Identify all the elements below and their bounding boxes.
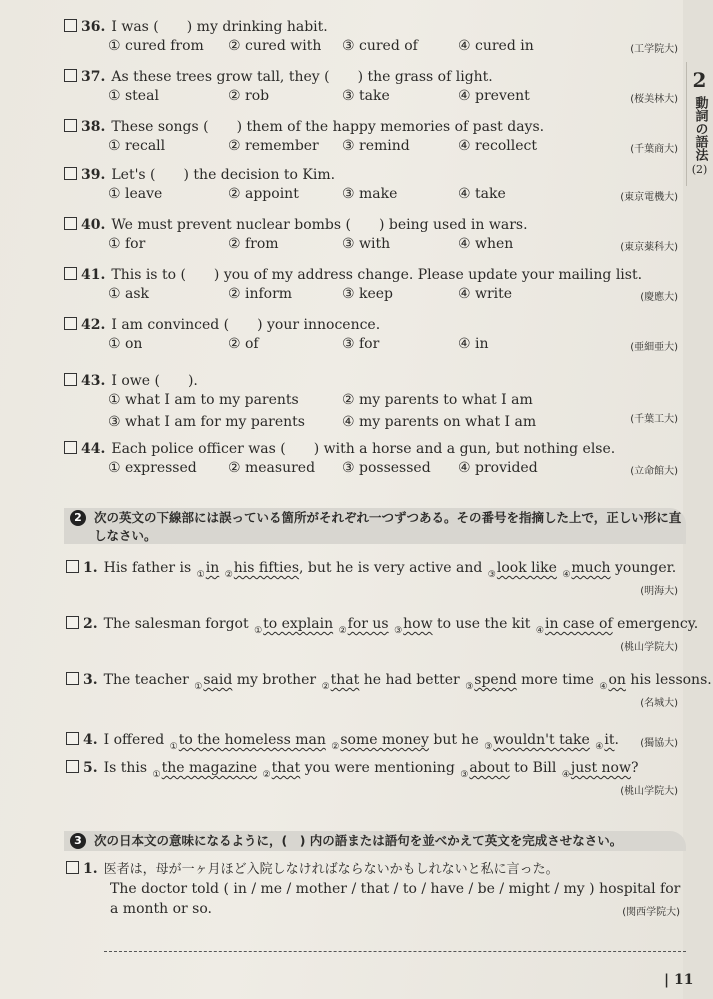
- underlined-segment[interactable]: look like: [496, 560, 557, 576]
- option-row: [108, 414, 688, 434]
- error-item: 3. The teacher ①said my brother ②that he had better ③spend more time ④on his lessons. (名城大): [66, 672, 686, 692]
- question-stem: I was ( ) my drinking habit.: [111, 19, 328, 35]
- question-item: 39. Let's ( ) the decision to Kim. ① leave ② appoint ③ make ④ take (東京電機大): [64, 164, 684, 210]
- marker: ③: [465, 682, 474, 692]
- question-43: 43. I owe ( ). ① what I am to my parents ② my parents to what I am ③ what I am for my parents ④ my parents on what I am (千葉工大): [64, 370, 684, 436]
- checkbox[interactable]: [66, 616, 79, 629]
- option: ④ write: [458, 286, 513, 302]
- question-stem: Let's ( ) the decision to Kim.: [111, 167, 336, 183]
- option: ④ take: [458, 186, 506, 202]
- source: (慶應大): [640, 292, 678, 303]
- checkbox[interactable]: [66, 672, 79, 685]
- question-item: 42. I am convinced ( ) your innocence. ① on ② of ③ for ④ in (亜細亜大): [64, 314, 684, 360]
- marker: ④: [562, 570, 571, 580]
- section-instruction: 次の英文の下線部には誤っている箇所がそれぞれ一つずつある。その番号を指摘した上で，正しい形に直しなさい。: [94, 510, 682, 543]
- underlined-segment[interactable]: just now: [570, 760, 631, 776]
- option: ① recall: [108, 138, 166, 154]
- option: ② remember: [228, 138, 319, 154]
- section-number: 3: [70, 833, 86, 849]
- sentence-text: I offered: [103, 732, 169, 748]
- option: ④ cured in: [458, 38, 534, 54]
- sentence-text: his lessons.: [625, 672, 712, 688]
- question-item: 41. This is to ( ) you of my address change. Please update your mailing list. ① ask ② inform ③ keep ④ write (慶應大): [64, 264, 684, 310]
- checkbox[interactable]: [64, 167, 77, 180]
- source: (桜美林大): [630, 94, 678, 105]
- option-row: [108, 186, 688, 206]
- sentence-text: [326, 732, 330, 748]
- option: ① ask: [108, 286, 150, 302]
- checkbox[interactable]: [64, 317, 77, 330]
- error-item: 4. I offered ①to the homeless man ②some money but he ③wouldn't take ④it. (獨協大): [66, 732, 686, 752]
- marker: ①: [194, 682, 203, 692]
- sentence-text: to use the kit: [432, 616, 535, 632]
- question-stem: I owe ( ).: [111, 373, 198, 389]
- option: ② measured: [228, 460, 316, 476]
- option: ④ when: [458, 236, 514, 252]
- sentence-text: he had better: [359, 672, 465, 688]
- underlined-segment[interactable]: in: [205, 560, 220, 576]
- marker: ①: [254, 626, 263, 636]
- underlined-segment[interactable]: much: [571, 560, 611, 576]
- error-item: 2. The salesman forgot ①to explain ②for us ③how to use the kit ④in case of emergency. (桃山学院大): [66, 616, 686, 636]
- error-item: 1. His father is ①in ②his fifties, but he is very active and ③look like ④much younger. (明海大): [66, 560, 686, 580]
- option: ③ make: [342, 186, 398, 202]
- option: ① for: [108, 236, 146, 252]
- underlined-segment[interactable]: his fifties: [233, 560, 300, 576]
- source: (千葉商大): [630, 144, 678, 155]
- underlined-segment[interactable]: that: [271, 760, 301, 776]
- source: (関西学院大): [622, 907, 680, 918]
- option: ④ my parents on what I am: [342, 414, 537, 430]
- chapter-tab: [686, 62, 712, 186]
- sentence-text: [590, 732, 594, 748]
- underlined-segment[interactable]: to explain: [263, 616, 334, 632]
- marker: ③: [484, 742, 493, 752]
- marker: ②: [338, 626, 347, 636]
- question-item: 44. Each police officer was ( ) with a horse and a gun, but nothing else. ① expressed ② measured ③ possessed ④ provided (立命館大): [64, 438, 684, 484]
- question-stem: I am convinced ( ) your innocence.: [111, 317, 381, 333]
- option: ② appoint: [228, 186, 299, 202]
- question-stem: Each police officer was ( ) with a horse and a gun, but nothing else.: [111, 441, 616, 457]
- option: ② of: [228, 336, 259, 352]
- sentence-text: but he: [428, 732, 484, 748]
- option: ① expressed: [108, 460, 197, 476]
- japanese-sentence: 医者は，母が一ヶ月ほど入院しなければならないかもしれないと私に言った。: [103, 862, 559, 877]
- option: ③ cured of: [342, 38, 418, 54]
- option-row: [108, 88, 688, 108]
- marker: ②: [331, 742, 340, 752]
- source: (東京電機大): [620, 192, 678, 203]
- question-stem: These songs ( ) them of the happy memories of past days.: [111, 119, 545, 135]
- sentence-text: [257, 760, 261, 776]
- error-item: 5. Is this ①the magazine ②that you were mentioning ③about to Bill ④just now? (桃山学院大): [66, 760, 686, 780]
- section-3-item: 1. 医者は，母が一ヶ月ほど入院しなければならないかもしれないと私に言った。 The doctor told ( in / me / mother / that / to / have / be / might / my ) hospital for a month or so. (関西学院大): [66, 858, 686, 917]
- option: ② from: [228, 236, 279, 252]
- sentence-text: emergency.: [612, 616, 699, 632]
- source: (千葉工大): [630, 414, 678, 425]
- option-row: [108, 392, 688, 412]
- source: (獨協大): [640, 738, 678, 749]
- section-2-header: [64, 508, 686, 544]
- marker: ③: [460, 770, 469, 780]
- underlined-segment[interactable]: on: [608, 672, 626, 688]
- checkbox[interactable]: [64, 69, 77, 82]
- underlined-segment[interactable]: the magazine: [161, 760, 258, 776]
- sentence-text: more time: [516, 672, 599, 688]
- answer-line[interactable]: [104, 951, 686, 952]
- sentence-text: , but he is very active and: [299, 560, 487, 576]
- option-row: [108, 236, 688, 256]
- checkbox[interactable]: [64, 441, 77, 454]
- option: ③ with: [342, 236, 391, 252]
- checkbox[interactable]: [64, 217, 77, 230]
- section-instruction: 次の日本文の意味になるように，( ) 内の語または語句を並べかえて英文を完成させなさい。: [94, 833, 623, 848]
- option: ③ remind: [342, 138, 410, 154]
- underlined-segment[interactable]: to the homeless man: [178, 732, 326, 748]
- option: ③ take: [342, 88, 390, 104]
- chapter-title: 動詞の語法: [692, 96, 708, 161]
- option: ③ possessed: [342, 460, 431, 476]
- option: ② my parents to what I am: [342, 392, 533, 408]
- sentence-text: His father is: [103, 560, 196, 576]
- option: ① cured from: [108, 38, 204, 54]
- question-stem: This is to ( ) you of my address change. Please update your mailing list.: [111, 267, 643, 283]
- option-row: [108, 336, 688, 356]
- sentence-text: [389, 616, 393, 632]
- source: (立命館大): [630, 466, 678, 477]
- option: ④ prevent: [458, 88, 530, 104]
- sentence-text: [219, 560, 223, 576]
- checkbox[interactable]: [64, 373, 77, 386]
- marker: ④: [599, 682, 608, 692]
- marker: ①: [196, 570, 205, 580]
- underlined-segment[interactable]: in case of: [544, 616, 613, 632]
- checkbox[interactable]: [64, 267, 77, 280]
- question-item: 36. I was ( ) my drinking habit. ① cured from ② cured with ③ cured of ④ cured in (工学院大): [64, 16, 684, 62]
- marker: ③: [394, 626, 403, 636]
- sentence-text: you were mentioning: [300, 760, 460, 776]
- option-row: [108, 460, 688, 480]
- marker: ①: [169, 742, 178, 752]
- source: (亜細亜大): [630, 342, 678, 353]
- underlined-segment[interactable]: how: [403, 616, 433, 632]
- checkbox[interactable]: [66, 760, 79, 773]
- sentence-text: Is this: [103, 760, 152, 776]
- english-line-1: The doctor told ( in / me / mother / that / to / have / be / might / my ) hospital for: [110, 881, 681, 897]
- checkbox[interactable]: [64, 19, 77, 32]
- option: ② inform: [228, 286, 293, 302]
- option-row: [108, 286, 688, 306]
- source: (桃山学院大): [620, 786, 678, 797]
- english-line-2: a month or so.: [110, 901, 212, 917]
- marker: ③: [487, 570, 496, 580]
- option: ② cured with: [228, 38, 322, 54]
- option: ④ provided: [458, 460, 538, 476]
- sentence-text: ?: [630, 760, 639, 776]
- question-stem: We must prevent nuclear bombs ( ) being used in wars.: [111, 217, 528, 233]
- marker: ①: [152, 770, 161, 780]
- option: ① what I am to my parents: [108, 392, 299, 408]
- marker: ④: [535, 626, 544, 636]
- question-item: 37. As these trees grow tall, they ( ) the grass of light. ① steal ② rob ③ take ④ prevent (桜美林大): [64, 66, 684, 112]
- marker: ②: [224, 570, 233, 580]
- chapter-number: 2: [692, 68, 707, 92]
- sentence-text: [557, 560, 561, 576]
- sentence-text: younger.: [610, 560, 677, 576]
- underlined-segment[interactable]: it: [604, 732, 615, 748]
- sentence-text: my brother: [232, 672, 321, 688]
- marker: ④: [595, 742, 604, 752]
- option-row: [108, 138, 688, 158]
- source: (東京薬科大): [620, 242, 678, 253]
- sentence-text: The salesman forgot: [103, 616, 254, 632]
- option: ③ what I am for my parents: [108, 414, 305, 430]
- checkbox[interactable]: [64, 119, 77, 132]
- sentence-text: [333, 616, 337, 632]
- source: (名城大): [640, 698, 678, 709]
- option-row: [108, 38, 688, 58]
- question-item: 38. These songs ( ) them of the happy memories of past days. ① recall ② remember ③ remind ④ recollect (千葉商大): [64, 116, 684, 162]
- sentence-text: The teacher: [103, 672, 194, 688]
- marker: ②: [262, 770, 271, 780]
- sentence-text: .: [614, 732, 619, 748]
- source: (工学院大): [630, 44, 678, 55]
- marker: ④: [561, 770, 570, 780]
- checkbox[interactable]: [66, 732, 79, 745]
- question-stem: As these trees grow tall, they ( ) the grass of light.: [111, 69, 493, 85]
- section-number: 2: [70, 510, 86, 526]
- option: ③ keep: [342, 286, 394, 302]
- checkbox[interactable]: [66, 861, 79, 874]
- option: ① steal: [108, 88, 159, 104]
- option: ③ for: [342, 336, 380, 352]
- question-item: 40. We must prevent nuclear bombs ( ) being used in wars. ① for ② from ③ with ④ when (東京薬科大): [64, 214, 684, 260]
- page-number: | 11: [664, 972, 694, 988]
- underlined-segment[interactable]: some money: [340, 732, 429, 748]
- option: ④ in: [458, 336, 489, 352]
- option: ② rob: [228, 88, 270, 104]
- checkbox[interactable]: [66, 560, 79, 573]
- underlined-segment[interactable]: for us: [347, 616, 389, 632]
- option: ① leave: [108, 186, 163, 202]
- underlined-segment[interactable]: about: [469, 760, 510, 776]
- marker: ②: [321, 682, 330, 692]
- source: (桃山学院大): [620, 642, 678, 653]
- underlined-segment[interactable]: that: [330, 672, 360, 688]
- underlined-segment[interactable]: spend: [474, 672, 517, 688]
- sentence-text: to Bill: [509, 760, 561, 776]
- source: (明海大): [640, 586, 678, 597]
- option: ④ recollect: [458, 138, 537, 154]
- underlined-segment[interactable]: wouldn't take: [493, 732, 590, 748]
- section-3-header: [64, 831, 686, 851]
- underlined-segment[interactable]: said: [203, 672, 233, 688]
- chapter-sub: (2): [691, 163, 708, 176]
- option: ① on: [108, 336, 143, 352]
